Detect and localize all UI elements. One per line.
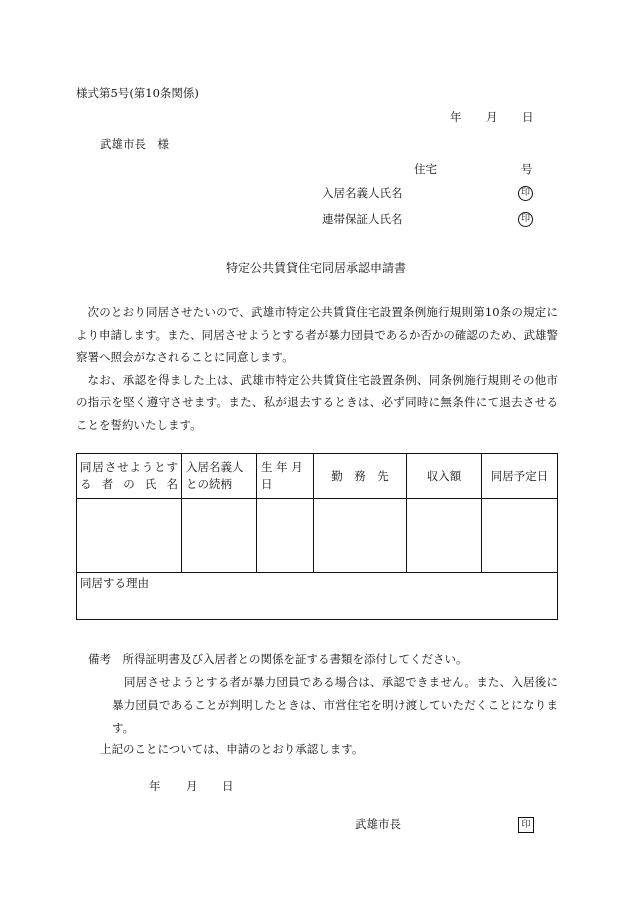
date-day-label: 日 [522,110,534,124]
table-row [77,499,558,573]
table-header-row [77,454,558,499]
cohabitant-table [76,453,558,620]
approval-text: 上記のことについては、申請のとおり承認します。 [100,742,364,756]
date-bottom-day-label: 日 [222,779,234,793]
date-month-label: 月 [486,110,498,124]
income-cell[interactable] [407,499,482,573]
relationship-cell[interactable] [182,499,257,573]
housing-label: 住宅 [414,162,437,176]
seal-mark: 印 [518,817,534,833]
seal-mark: 印 [518,186,533,201]
tenant-seal-icon [518,186,533,201]
body-text [76,301,558,436]
tenant-name-label: 入居名義人氏名 [322,186,403,200]
body-paragraph-1: 次のとおり同居させたいので、武雄市特定公共賃貸住宅設置条例施行規則第10条の規定により申請します。また、同居させようとする者が暴力団員であるか否かの確認のため、武雄警察署へ照会がなされることに同意します。 [76,305,558,364]
header-cohabitant-name: 同居させようとする者の氏名 [77,454,182,499]
birthdate-cell[interactable] [257,499,314,573]
reason-label: 同居する理由 [80,576,149,590]
cohabitant-name-cell[interactable] [77,499,182,573]
workplace-cell[interactable] [314,499,407,573]
housing-number-suffix: 号 [521,162,533,176]
date-bottom-month-label: 月 [186,779,198,793]
header-workplace: 勤 務 先 [314,454,407,499]
document-title: 特定公共賃貸住宅同居承認申請書 [226,261,407,275]
mayor-label: 武雄市長 [355,817,401,831]
planned-date-cell[interactable] [482,499,558,573]
guarantor-seal-icon [518,212,533,227]
header-birthdate: 生 年 月 日 [257,454,314,499]
reason-row [77,573,558,620]
header-relationship: 入居名義人との続柄 [182,454,257,499]
date-bottom-year-label: 年 [149,779,161,793]
seal-mark: 印 [518,212,533,227]
addressee: 武雄市長 様 [100,137,169,151]
reason-cell[interactable] [77,573,558,620]
mayor-seal-icon [518,817,534,833]
form-number: 様式第5号(第10条関係) [76,86,199,100]
body-paragraph-2: なお、承認を得ました上は、武雄市特定公共賃貸住宅設置条例、同条例施行規則その他市の指示を堅く遵守させます。また、私が退去するときは、必ず同時に無条件にて退去させることを誓約いたします。 [76,372,558,432]
header-income: 収入額 [407,454,482,499]
date-year-label: 年 [450,110,462,124]
notes-line-2: 同居させようとする者が暴力団員である場合は、承認できません。また、入居後に暴力団員であることが判明したときは、市営住宅を明け渡していただくことになります。 [112,675,558,735]
guarantor-name-label: 連帯保証人氏名 [322,212,403,226]
header-planned-date: 同居予定日 [482,454,558,499]
notes-label: 備考 [88,652,111,666]
notes-section [88,648,558,740]
notes-line-1: 備考 所得証明書及び入居者との関係を証する書類を添付してください。 [88,652,468,666]
